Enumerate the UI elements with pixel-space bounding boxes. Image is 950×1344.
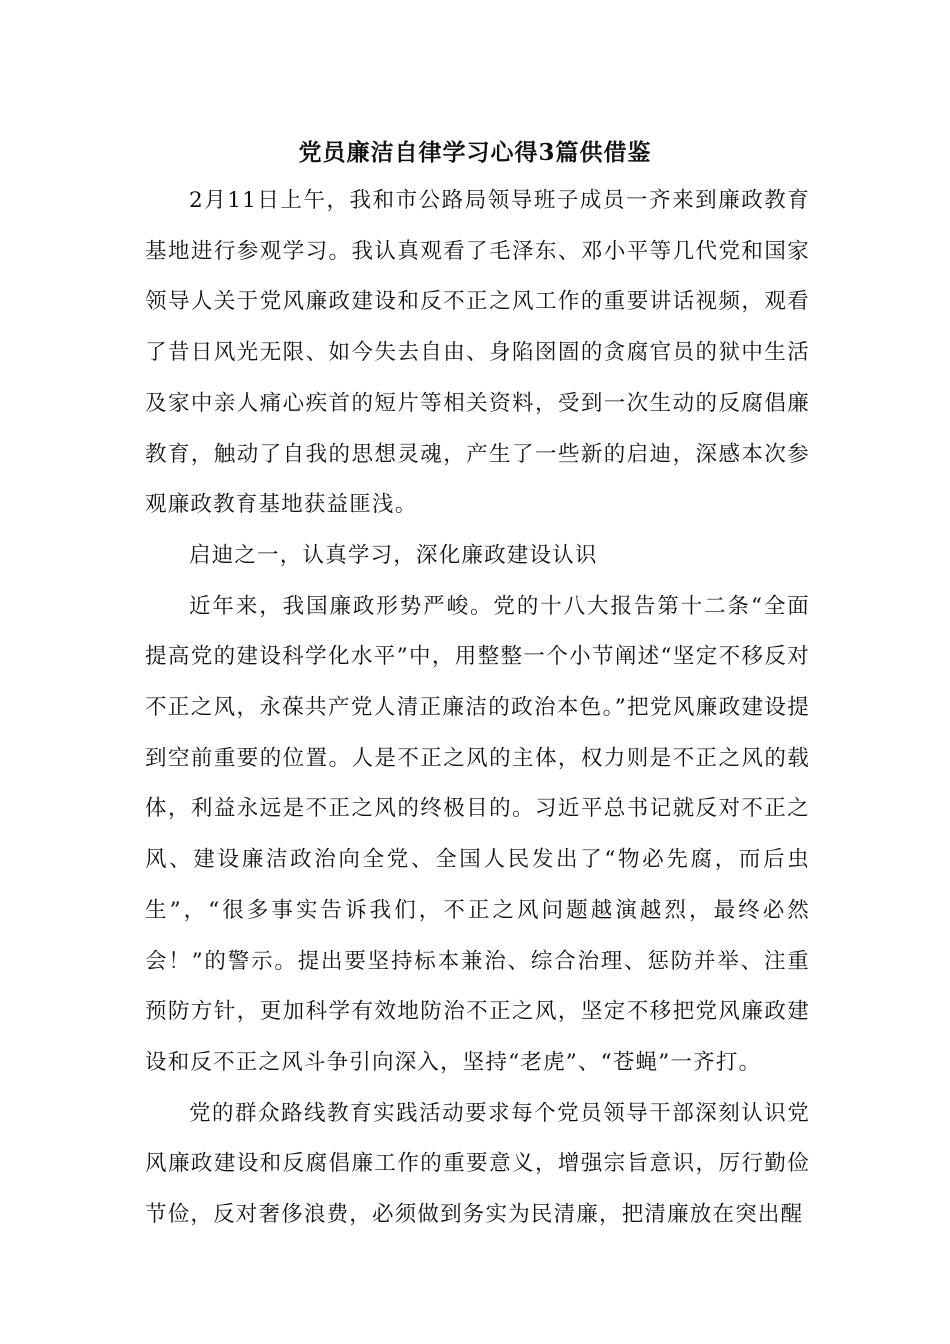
paragraph-visit: 2月11日上午，我和市公路局领导班子成员一齐来到廉政教育基地进行参观学习。我认真观看了毛泽东、邓小平等几代党和国家领导人关于党风廉政建设和反不正之风工作的重要讲话视频，观看了昔日风光无限、如今失去自由、身陷囹圄的贪腐官员的狱中生活及家中亲人痛心疾首的短片等相关资料，受到一次生动的反腐倡廉教育，触动了自我的思想灵魂，产生了一些新的启迪，深感本次参观廉政教育基地获益匪浅。 — [145, 188, 810, 518]
document-body — [145, 176, 810, 1241]
document-title: 党员廉洁自律学习心得3篇供借鉴 — [298, 139, 652, 166]
paragraph-mass-line: 党的群众路线教育实践活动要求每个党员领导干部深刻认识党风廉政建设和反腐倡廉工作的重要意义，增强宗旨意识，厉行勤俭节俭，反对奢侈浪费，必须做到务实为民清廉，把清廉放在突出醒 — [145, 1100, 810, 1228]
paragraph-anticorruption-situation: 近年来，我国廉政形势严峻。党的十八大报告第十二条“全面提高党的建设科学化水平”中，用整整一个小节阐述“坚定不移反对不正之风，永葆共产党人清正廉洁的政治本色。”把党风廉政建设提到空前重要的位置。人是不正之风的主体，权力则是不正之风的载体，利益永远是不正之风的终极目的。习近平总书记就反对不正之风、建设廉洁政治向全党、全国人民发出了“物必先腐，而后虫生”，“很多事实告诉我们，不正之风问题越演越烈，最终必然会！”的警示。提出要坚持标本兼治、综合治理、惩防并举、注重预防方针，更加科学有效地防治不正之风，坚定不移把党风廉政建设和反不正之风斗争引向深入，坚持“老虎”、“苍蝇”一齐打。 — [145, 593, 810, 1075]
paragraph-heading-inspiration-one: 启迪之一，认真学习，深化廉政建设认识 — [189, 542, 598, 568]
